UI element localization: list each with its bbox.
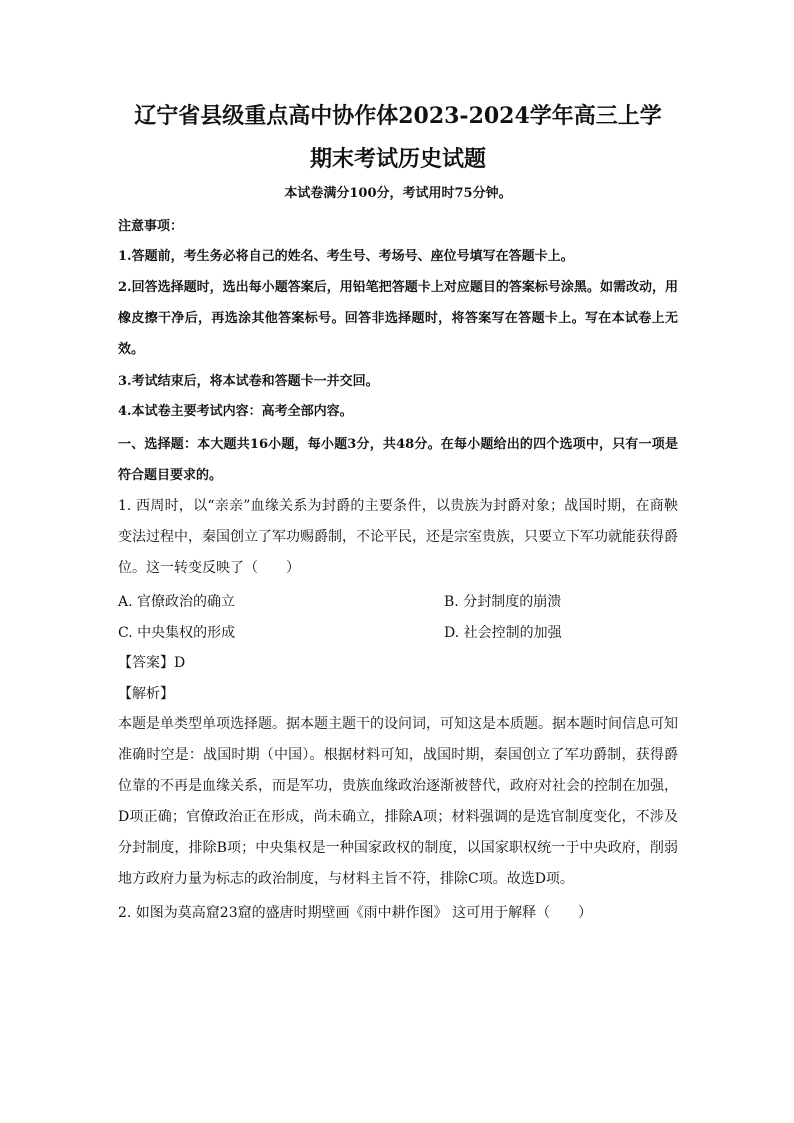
exam-info: 本试卷满分100分，考试用时75分钟。 xyxy=(284,186,512,201)
question-1-option-b: B. 分封制度的崩溃 xyxy=(444,594,562,610)
section-1-heading: 一、选择题：本大题共16小题，每小题3分，共48分。在每小题给出的四个选项中，只有一项是符合题目要求的。 xyxy=(118,437,678,483)
question-1-answer: 【答案】D xyxy=(118,655,186,671)
notes-item-3: 3.考试结束后，将本试卷和答题卡一并交回。 xyxy=(118,374,379,389)
document-title-line2: 期末考试历史试题 xyxy=(309,146,486,172)
question-1-option-c: C. 中央集权的形成 xyxy=(118,625,236,641)
notes-heading: 注意事项： xyxy=(118,219,184,234)
notes-item-1: 1.答题前，考生务必将自己的姓名、考生号、考场号、座位号填写在答题卡上。 xyxy=(118,249,574,264)
document-title-line1: 辽宁省县级重点高中协作体2023-2024学年高三上学 xyxy=(134,103,662,129)
question-1-analysis-label: 【解析】 xyxy=(118,686,174,702)
notes-item-4: 4.本试卷主要考试内容：高考全部内容。 xyxy=(118,404,353,419)
question-1-analysis: 本题是单类型单项选择题。据本题主题干的设问词，可知这是本质题。据本题时间信息可知准确时空是：战国时期（中国）。根据材料可知，战国时期，秦国创立了军功爵制，获得爵位靠的不再是血缘关系，而是军功，贵族血缘政治逐渐被替代，政府对社会的控制在加强，D项正确；官僚政治正在形成，尚未确立，排除A项；材料强调的是选官制度变化，不涉及分封制度，排除B项；中央集权是一种国家政权的制度，以国家职权统一于中央政府，削弱地方政府力量为标志的政治制度，与材料主旨不符，排除C项。故选D项。 xyxy=(118,716,678,887)
question-2-stem: 2. 如图为莫高窟23窟的盛唐时期壁画《雨中耕作图》 这可用于解释（ ） xyxy=(118,905,593,921)
question-1-stem: 1. 西周时，以“亲亲”血缘关系为封爵的主要条件，以贵族为封爵对象；战国时期，在商鞅变法过程中，秦国创立了军功赐爵制，不论平民，还是宗室贵族，只要立下军功就能获得爵位。这一转变反映了（ ） xyxy=(118,498,678,576)
notes-item-2: 2.回答选择题时，选出每小题答案后，用铅笔把答题卡上对应题目的答案标号涂黑。如需改动，用橡皮擦干净后，再选涂其他答案标号。回答非选择题时，将答案写在答题卡上。写在本试卷上无效。 xyxy=(118,280,678,357)
question-1-option-d: D. 社会控制的加强 xyxy=(444,625,562,641)
question-1-option-a: A. 官僚政治的确立 xyxy=(118,594,236,610)
